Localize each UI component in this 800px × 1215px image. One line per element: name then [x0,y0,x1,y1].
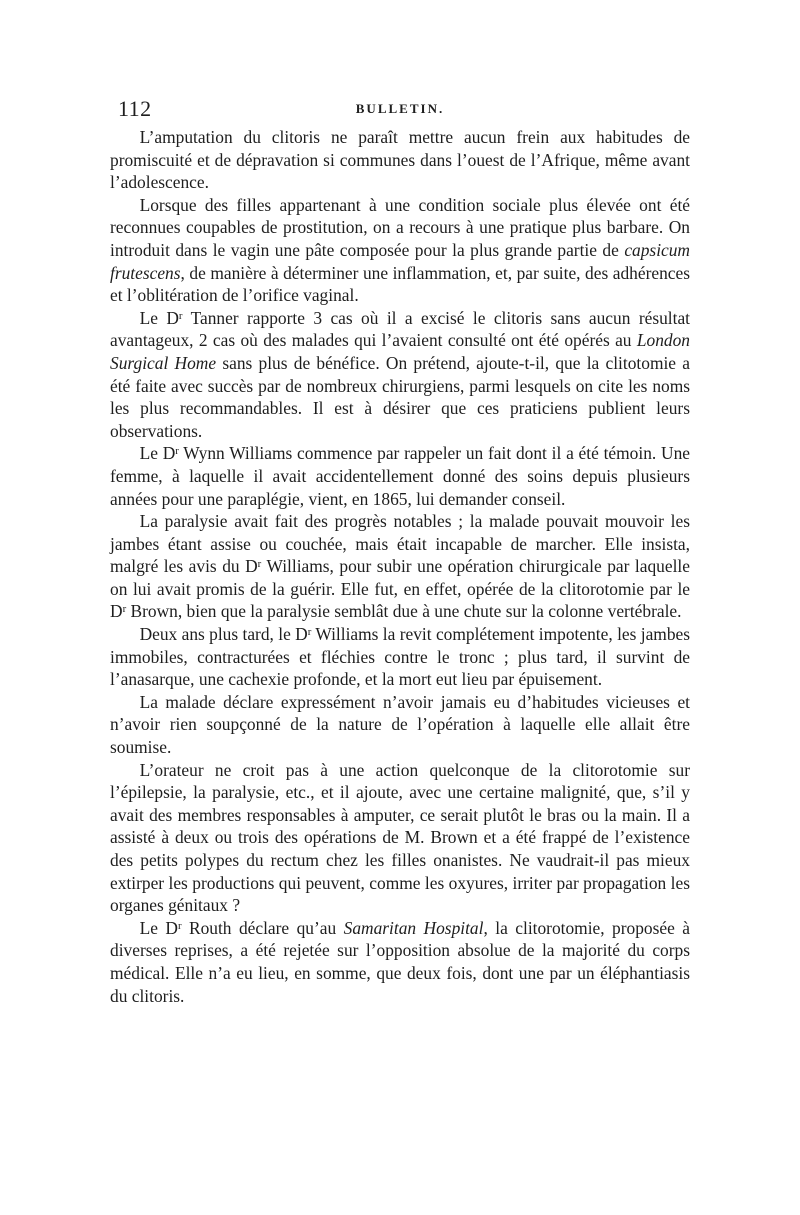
paragraph-text: Tanner rapporte 3 cas où il a excisé le clitoris sans aucun résultat avantageux, 2 cas où des malades qui l’avaient consulté ont été opérés au [110,307,691,351]
paragraph-text: Williams la revit complétement impotente, les jambes immobiles, contracturées et fléchies contre le tronc ; plus tard, il survint de l’anasarque, une cachexie profonde, et la mort eut lieu par épuisement. [110,624,691,690]
paragraph-text: L’amputation du clitoris ne paraît mettre aucun frein aux habitudes de promiscuité et de dépravation si communes dans l’ouest de l’Afrique, même avant l’adolescence. [110,127,690,193]
italic-text: Samaritan Hospital [343,917,484,938]
superscript-text: r [178,309,183,322]
paragraph [110,691,690,759]
paragraph-text: Le D [139,917,178,938]
italic-text: capsicum frutescens [110,239,690,283]
paragraph [110,510,690,623]
superscript-text: r [175,445,179,458]
paragraph [110,194,690,307]
superscript-text: r [257,558,262,571]
running-title: BULLETIN. [355,101,445,116]
paragraph-text: Le D [139,307,179,328]
paragraph-text: Le D [139,443,176,464]
paragraph-text: L’orateur ne croit pas à une action quelconque de la clitorotomie sur l’épilepsie, la paralysie, etc., et il ajoute, avec une certaine malignité, que, s’il y avait des membres responsables à amputer, ce serait plutôt le bras ou la main. Il a assisté à deux ou trois des opérations de M. Brown et a été frappé de l’existence des petits polypes du rectum chez les filles onanistes. Ne vaudrait-il pas mieux extirper les productions qui peuvent, comme les oxyures, irriter par propagation les organes génitaux ? [110,759,690,916]
running-head [110,96,690,122]
paragraph [110,623,690,691]
paragraph [110,126,690,194]
superscript-text: r [122,603,127,616]
paragraph-text: Wynn Williams commence par rappeler un fait dont il a été témoin. Une femme, à laquelle il avait accidentellement donné des soins depuis plusieurs années pour une paraplégie, vient, en 1865, lui demander conseil. [110,443,690,509]
body-text [110,126,690,1007]
paragraph-text: , de manière à déterminer une inflammation, et, par suite, des adhérences et l’oblitération de l’orifice vaginal. [110,262,690,306]
paragraph-text: La paralysie avait fait des progrès notables ; la malade pouvait mouvoir les jambes étant assise ou couchée, mais était incapable de marcher. Elle insista, malgré les avis du D [110,511,690,577]
paragraph-text: , la clitorotomie, proposée à diverses reprises, a été rejetée sur l’opposition absolue de la majorité du corps médical. Elle n’a eu lieu, en somme, que deux fois, dont une par un éléphantiasis du clitoris. [110,917,691,1006]
superscript-text: r [177,919,182,932]
paragraph-text: Routh déclare qu’au [181,917,344,938]
paragraph-text: Williams, pour subir une opération chirurgicale par laquelle on lui avait promis de la guérir. Elle fut, en effet, opérée de la clitorotomie par le D [110,556,690,622]
paragraph-text: Lorsque des filles appartenant à une condition sociale plus élevée ont été reconnues coupables de prostitution, on a recours à une pratique plus barbare. On introduit dans le vagin une pâte composée pour la plus grande partie de [110,194,690,260]
paragraph-text: Brown, bien que la paralysie semblât due à une chute sur la colonne vertébrale. [126,601,682,622]
paragraph-text: La malade déclare expressément n’avoir jamais eu d’habitudes vicieuses et n’avoir rien soupçonné de la nature de l’opération à laquelle elle allait être soumise. [110,691,690,758]
superscript-text: r [307,626,312,639]
italic-text: London Surgical Home [110,330,690,373]
document-page [110,96,690,1007]
paragraph-text: sans plus de bénéfice. On prétend, ajoute-t-il, que la clitotomie a été faite avec succès par de nombreux chirurgiens, parmi lesquels on cite les noms les plus recommandables. Il est à désirer que ces praticiens publient leurs observations. [110,352,690,441]
page-number: 112 [118,96,152,121]
paragraph [110,759,690,917]
paragraph [110,307,690,443]
paragraph [110,917,690,1007]
paragraph-text: Deux ans plus tard, le D [139,624,308,645]
paragraph [110,442,690,510]
